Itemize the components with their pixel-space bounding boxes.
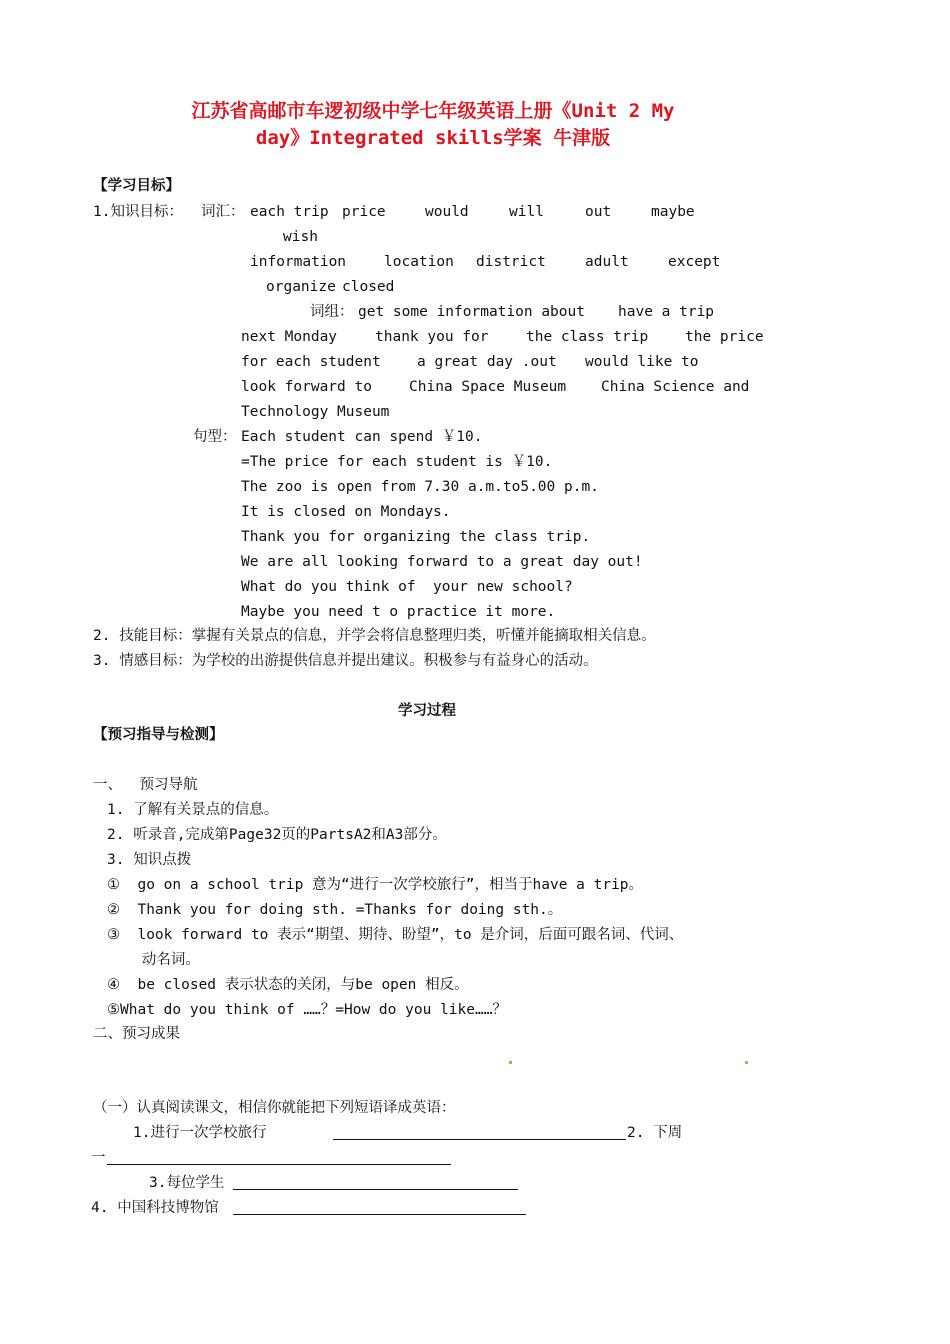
- exercise-item: 3.每位学生: [149, 1175, 225, 1191]
- exercise-item: 1.进行一次学校旅行: [133, 1125, 267, 1141]
- decorative-dot: [745, 1061, 748, 1064]
- preview-heading: 【预习指导与检测】: [93, 727, 224, 743]
- sentence: Maybe you need t o practice it more.: [241, 604, 556, 620]
- vocab-word: out: [585, 204, 612, 220]
- exercise-item: 4. 中国科技博物馆: [91, 1200, 219, 1216]
- vocab-word: maybe: [651, 204, 695, 220]
- vocab-word: organize: [266, 279, 336, 295]
- sentence: The zoo is open from 7.30 a.m.to5.00 p.m.: [241, 479, 599, 495]
- result-title: 二、预习成果: [93, 1026, 180, 1042]
- process-heading: 学习过程: [398, 703, 456, 719]
- knowledge-point: ② Thank you for doing sth. =Thanks for doing sth.。: [107, 902, 563, 918]
- vocab-word: will: [509, 204, 544, 220]
- knowledge-point: ① go on a school trip 意为“进行一次学校旅行”，相当于have a trip。: [107, 877, 644, 893]
- phrase: would like to: [585, 354, 699, 370]
- knowledge-point: ③ look forward to 表示“期望、期待、盼望”，to 是介词，后面可跟名词、代词、: [107, 927, 684, 943]
- exercise-item: 一: [91, 1150, 106, 1166]
- phrase: Technology Museum: [241, 404, 390, 420]
- vocab-word: each trip: [250, 204, 329, 220]
- vocab-word: closed: [342, 279, 395, 295]
- vocab-word: adult: [585, 254, 629, 270]
- sentence: We are all looking forward to a great day out!: [241, 554, 643, 570]
- goals-heading: 【学习目标】: [93, 178, 180, 194]
- phrase: China Science and: [601, 379, 750, 395]
- vocab-word: would: [425, 204, 469, 220]
- phrase: thank you for: [375, 329, 489, 345]
- phrase-label: 词组：: [310, 304, 354, 320]
- exercise-item: 2. 下周: [627, 1125, 683, 1141]
- sentence: Thank you for organizing the class trip.: [241, 529, 591, 545]
- vocab-word: except: [668, 254, 721, 270]
- vocab-word: location: [384, 254, 454, 270]
- vocab-word: price: [342, 204, 386, 220]
- answer-blank[interactable]: [107, 1164, 451, 1165]
- sentence: It is closed on Mondays.: [241, 504, 451, 520]
- knowledge-point: 动名词。: [107, 952, 200, 968]
- nav-item: 1. 了解有关景点的信息。: [107, 802, 279, 818]
- answer-blank[interactable]: [233, 1189, 518, 1190]
- phrase: for each student: [241, 354, 381, 370]
- sentence: Each student can spend ￥10.: [241, 429, 483, 445]
- answer-blank[interactable]: [333, 1139, 626, 1140]
- phrase: China Space Museum: [409, 379, 567, 395]
- document-title-line1: 江苏省高邮市车逻初级中学七年级英语上册《Unit 2 My: [191, 100, 675, 122]
- sentence: =The price for each student is ￥10.: [241, 454, 553, 470]
- phrase: next Monday: [241, 329, 338, 345]
- nav-title: 一、 预习导航: [93, 777, 198, 793]
- nav-item: 2. 听录音,完成第Page32页的PartsA2和A3部分。: [107, 827, 447, 843]
- phrase: get some information about: [358, 304, 585, 320]
- knowledge-point: ④ be closed 表示状态的关闭，与be open 相反。: [107, 977, 469, 993]
- vocab-word: information: [250, 254, 347, 270]
- emotion-goal: 3. 情感目标：为学校的出游提供信息并提出建议。积极参与有益身心的活动。: [93, 653, 598, 669]
- vocab-label: 词汇：: [201, 204, 245, 220]
- knowledge-label: 1.知识目标：: [93, 204, 183, 220]
- phrase: the price: [685, 329, 764, 345]
- vocab-word: wish: [283, 229, 318, 245]
- phrase: the class trip: [526, 329, 649, 345]
- phrase: have a trip: [618, 304, 715, 320]
- sentence-label: 句型：: [193, 429, 237, 445]
- document-title-line2: day》Integrated skills学案 牛津版: [255, 127, 611, 149]
- phrase: a great day .out: [417, 354, 557, 370]
- knowledge-point: ⑤What do you think of ……？=How do you like……？: [107, 1002, 507, 1018]
- nav-item: 3. 知识点拨: [107, 852, 192, 868]
- answer-blank[interactable]: [233, 1214, 526, 1215]
- vocab-word: district: [476, 254, 546, 270]
- skill-goal: 2. 技能目标：掌握有关景点的信息，并学会将信息整理归类，听懂并能摘取相关信息。: [93, 628, 656, 644]
- decorative-dot: [509, 1061, 512, 1064]
- sentence: What do you think of your new school?: [241, 579, 573, 595]
- exercise-intro: （一）认真阅读课文，相信你就能把下列短语译成英语：: [93, 1100, 456, 1116]
- phrase: look forward to: [241, 379, 372, 395]
